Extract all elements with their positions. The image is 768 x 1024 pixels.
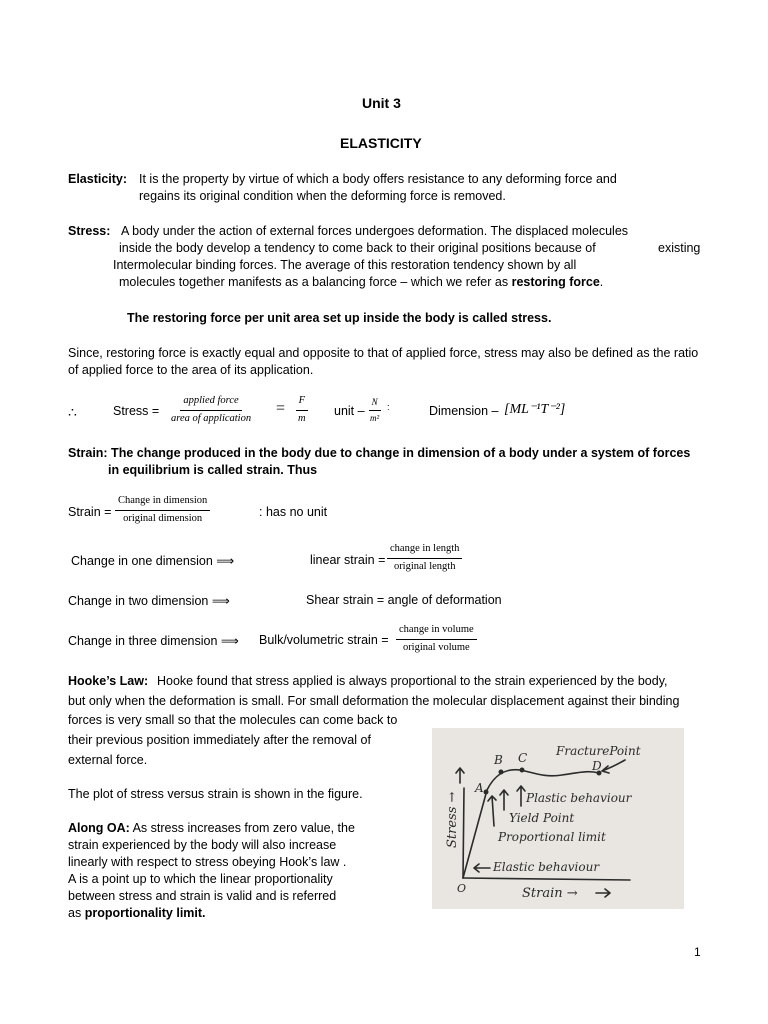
stress-formula-f-den: m bbox=[298, 412, 306, 424]
y-axis-label: Stress → bbox=[445, 791, 460, 848]
fracture-point-label: FracturePoint bbox=[556, 744, 641, 758]
point-d-label: D bbox=[592, 759, 602, 773]
strain-formula-den: original dimension bbox=[123, 512, 203, 524]
elasticity-term: Elasticity: bbox=[68, 172, 128, 186]
hooke-term: Hooke’s Law: bbox=[68, 674, 149, 688]
chapter-title: ELASTICITY bbox=[340, 135, 422, 151]
stress-alt-line1: Since, restoring force is exactly equal and opposite to that of applied force, stress may also be defined as the ratio bbox=[68, 346, 699, 360]
unit-label: unit – bbox=[334, 404, 365, 418]
along-oa-line2: strain experienced by the body will also increase bbox=[68, 838, 337, 852]
hooke-line3: forces is very small so that the molecules can come back to bbox=[68, 713, 398, 727]
unit-title: Unit 3 bbox=[362, 95, 401, 111]
along-oa-line3: linearly with respect to stress obeying Hook’s law . bbox=[68, 855, 347, 869]
stress-line3: Intermolecular binding forces. The average of this restoration tendency shown by all bbox=[113, 258, 577, 272]
hooke-line2: but only when the deformation is small. For small deformation the molecular displacement against their binding bbox=[68, 694, 680, 708]
stress-formula-den: area of application bbox=[171, 412, 252, 424]
point-c-dot bbox=[520, 768, 525, 773]
strain-type-three-left: Change in three dimension ⟹ bbox=[68, 634, 239, 648]
strain-type-one-left: Change in one dimension ⟹ bbox=[71, 554, 235, 568]
strain-line1 bbox=[68, 446, 690, 460]
strain-unit-note: : has no unit bbox=[259, 505, 328, 519]
along-oa-line1 bbox=[68, 821, 355, 835]
therefore-symbol: ∴ bbox=[68, 404, 77, 420]
proportionality-limit-term: proportionality limit. bbox=[84, 906, 206, 920]
yield-point-label: Yield Point bbox=[509, 811, 575, 825]
hooke-plot-line: The plot of stress versus strain is shown in the figure. bbox=[68, 787, 363, 801]
bulk-strain-den: original volume bbox=[402, 641, 470, 653]
dimension-label: Dimension – bbox=[429, 404, 499, 418]
stress-line4-text: molecules together manifests as a balancing force – which we refer as bbox=[119, 275, 509, 289]
linear-strain-num: change in length bbox=[387, 544, 462, 559]
along-oa-line5: between stress and strain is valid and is referred bbox=[68, 889, 337, 903]
strain-type-one-right: linear strain = bbox=[310, 553, 386, 567]
stress-strain-figure bbox=[432, 728, 684, 909]
plastic-behaviour-label: Plastic behaviour bbox=[526, 791, 632, 805]
strain-type-two-right: Shear strain = angle of deformation bbox=[306, 593, 502, 607]
proportional-limit-label: Proportional limit bbox=[498, 830, 606, 844]
strain-line2: in equilibrium is called strain. Thus bbox=[108, 463, 318, 477]
stress-alt-line2: of applied force to the area of its application. bbox=[68, 363, 314, 377]
linear-strain-den: original length bbox=[393, 560, 456, 572]
along-oa-term: Along OA: bbox=[68, 821, 130, 835]
stress-formula-f-num: F bbox=[296, 396, 308, 411]
elastic-behaviour-label: Elastic behaviour bbox=[493, 860, 600, 874]
stress-formula-f-fraction bbox=[295, 396, 309, 424]
point-b-dot bbox=[499, 770, 504, 775]
strain-type-two-left: Change in two dimension ⟹ bbox=[68, 594, 230, 608]
stress-formula-num: applied force bbox=[180, 396, 241, 411]
dimension-value: [ML⁻¹T⁻²] bbox=[504, 402, 566, 417]
strain-type-three-right: Bulk/volumetric strain = bbox=[259, 633, 389, 647]
stress-line4 bbox=[119, 275, 603, 289]
stress-line2-end: existing bbox=[658, 241, 701, 255]
stress-term: Stress: bbox=[68, 224, 111, 238]
along-oa-line4: A is a point up to which the linear proportionality bbox=[68, 872, 333, 886]
point-b-label: B bbox=[494, 753, 503, 767]
unit-fraction bbox=[367, 398, 382, 423]
stress-formula-eq: = bbox=[276, 400, 286, 417]
stress-line1: A body under the action of external forces undergoes deformation. The displaced molecules bbox=[121, 224, 629, 238]
linear-strain-fraction bbox=[387, 544, 462, 572]
hooke-line1: Hooke found that stress applied is always proportional to the strain experienced by the body, bbox=[157, 674, 668, 688]
hooke-line5: external force. bbox=[68, 753, 148, 767]
origin-label: O bbox=[457, 882, 467, 895]
bulk-strain-num: change in volume bbox=[396, 625, 477, 640]
strain-formula-num: Change in dimension bbox=[115, 496, 210, 511]
stress-formula-fraction bbox=[168, 396, 254, 424]
unit-den: m² bbox=[370, 413, 380, 423]
stress-line2: inside the body develop a tendency to come back to their original positions because of bbox=[119, 241, 596, 255]
strain-line1-text: Strain: The change produced in the body due to change in dimension of a body under a system of forces bbox=[68, 446, 691, 460]
page-number: 1 bbox=[694, 945, 701, 959]
bulk-strain-fraction bbox=[396, 625, 477, 653]
point-c-label: C bbox=[518, 751, 528, 765]
point-a-dot bbox=[484, 790, 489, 795]
elasticity-line2: regains its original condition when the deforming force is removed. bbox=[139, 189, 506, 203]
along-oa-line6-pre: as bbox=[68, 906, 82, 920]
stress-line4-end: . bbox=[599, 275, 604, 289]
hooke-line4: their previous position immediately after the removal of bbox=[68, 733, 371, 747]
stress-formula-label: Stress = bbox=[113, 404, 160, 418]
strain-formula-fraction bbox=[115, 496, 210, 524]
restoring-force-term: restoring force bbox=[511, 275, 600, 289]
stress-definition: The restoring force per unit area set up inside the body is called stress. bbox=[127, 311, 552, 325]
y-axis-line bbox=[463, 788, 464, 878]
point-a-label: A bbox=[475, 781, 484, 795]
along-oa-line1-text: As stress increases from zero value, the bbox=[132, 821, 355, 835]
unit-num: N bbox=[369, 398, 381, 411]
elasticity-line1: It is the property by virtue of which a body offers resistance to any deforming force and bbox=[139, 172, 617, 186]
along-oa-line6 bbox=[68, 906, 206, 920]
strain-formula-label: Strain = bbox=[68, 505, 112, 519]
x-axis-label: Strain → bbox=[522, 886, 578, 901]
unit-colon: : bbox=[387, 402, 390, 412]
